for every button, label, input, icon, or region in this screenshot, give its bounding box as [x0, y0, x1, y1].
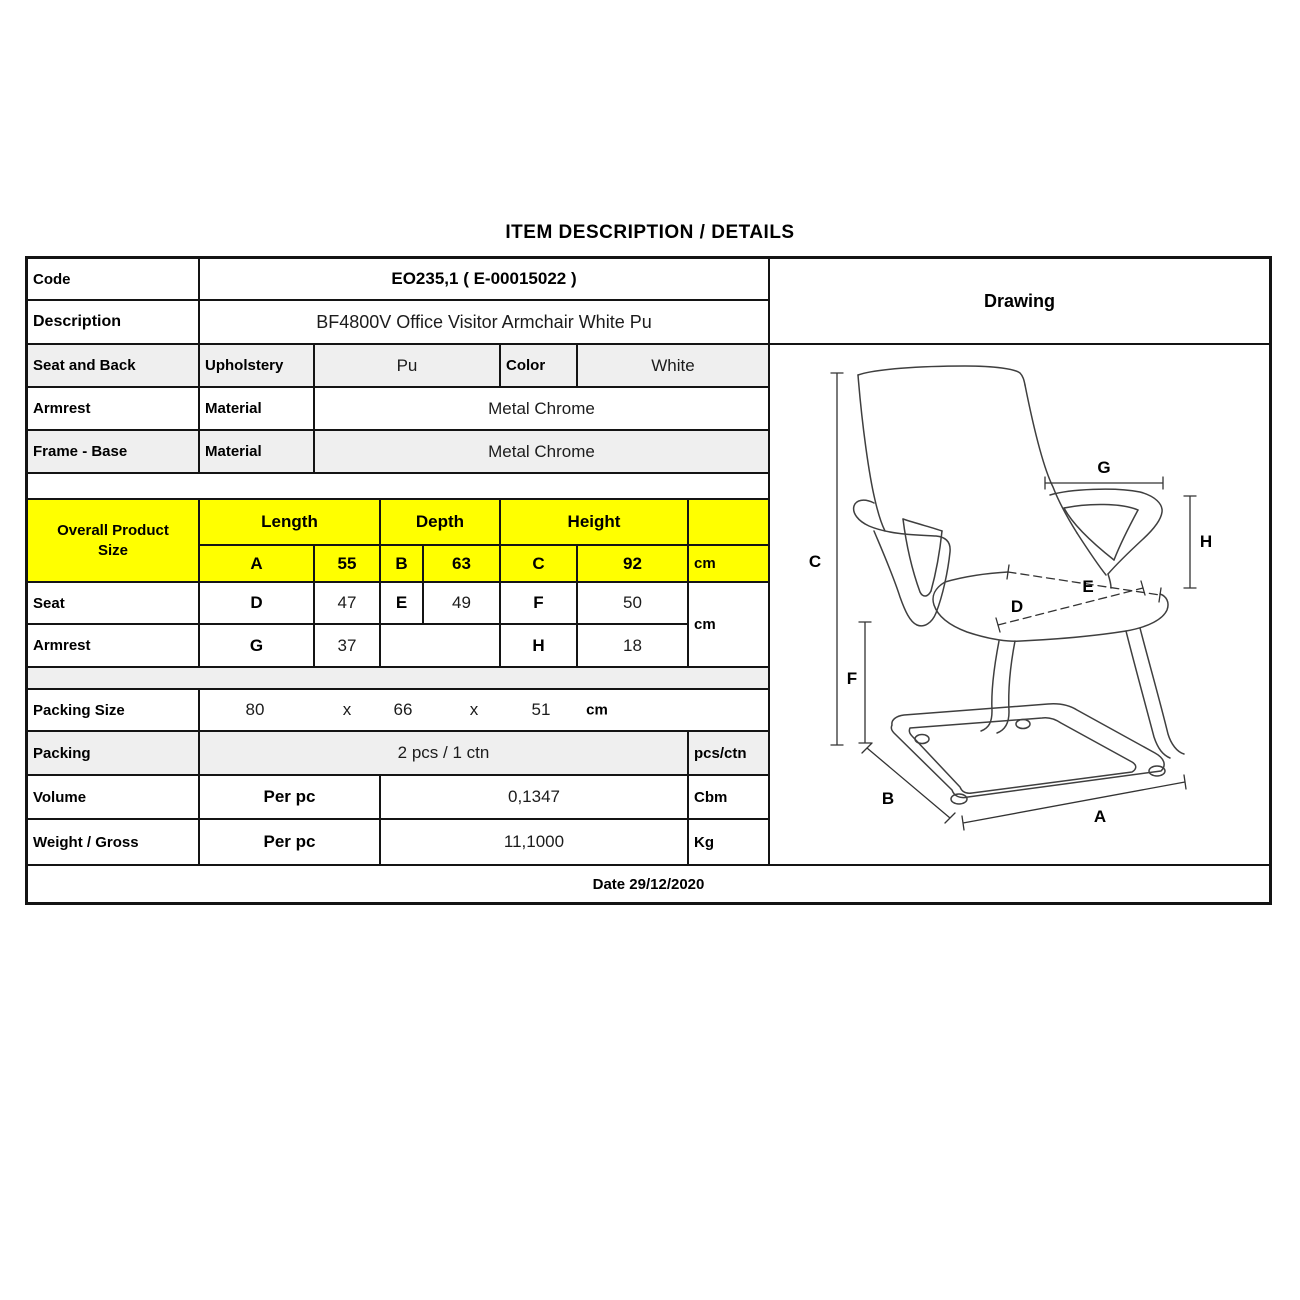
dim-label-a: A: [1093, 807, 1107, 826]
dim-b-key: B: [381, 546, 424, 583]
dimension-labels: [809, 458, 1212, 826]
packing-size-width: 66: [393, 700, 413, 719]
dim-e-key: E: [381, 583, 424, 625]
armrest-dims-empty: [381, 625, 501, 668]
packing-size-unit: cm: [586, 701, 608, 719]
packing-label: Packing: [28, 732, 200, 776]
dim-e-value: 49: [424, 583, 501, 625]
armrest-label: Armrest: [28, 388, 200, 431]
overall-size-unit-spacer: [689, 500, 770, 546]
armrest-dims-label: Armrest: [28, 625, 200, 668]
packing-value: 2 pcs / 1 ctn: [200, 732, 689, 776]
date-row: Date 29/12/2020: [28, 866, 1269, 902]
volume-unit: Cbm: [689, 776, 770, 820]
upholstery-value: Pu: [315, 345, 501, 388]
dim-b-value: 63: [424, 546, 501, 583]
overall-size-label: [28, 500, 200, 583]
overall-size-label-line2: Size: [97, 541, 128, 559]
description-label: Description: [28, 301, 200, 345]
weight-unit: Kg: [689, 820, 770, 866]
color-label: Color: [501, 345, 578, 388]
overall-size-label-line1: Overall Product: [57, 522, 169, 539]
code-value: EO235,1 ( E-00015022 ): [200, 259, 770, 301]
dim-d-value: 47: [315, 583, 381, 625]
dim-c-value: 92: [578, 546, 689, 583]
dim-g-key: G: [200, 625, 315, 668]
packing-size-label: Packing Size: [28, 690, 200, 732]
drawing-title: Drawing: [770, 259, 1269, 345]
height-header: Height: [501, 500, 689, 546]
drawing-panel: [770, 345, 1269, 866]
dim-h-key: H: [501, 625, 578, 668]
dim-label-e: E: [1082, 577, 1094, 596]
dim-label-f: F: [846, 669, 858, 688]
dim-a-key: A: [200, 546, 315, 583]
seat-dims-unit: cm: [689, 583, 770, 668]
seat-dims-label: Seat: [28, 583, 200, 625]
overall-size-unit: cm: [689, 546, 770, 583]
code-label: Code: [28, 259, 200, 301]
dim-f-key: F: [501, 583, 578, 625]
packing-size-values: [200, 690, 770, 732]
chair-technical-drawing: [770, 345, 1269, 864]
packing-size-length: 80: [245, 700, 265, 719]
packing-size-separator: x: [469, 700, 479, 719]
dim-label-c: C: [808, 552, 822, 571]
color-value: White: [578, 345, 770, 388]
weight-value: 11,1000: [381, 820, 689, 866]
weight-basis: Per pc: [200, 820, 381, 866]
spacer-row: [28, 474, 770, 500]
length-header: Length: [200, 500, 381, 546]
frame-base-material-label: Material: [200, 431, 315, 474]
upholstery-label: Upholstery: [200, 345, 315, 388]
chair-outline: [854, 366, 1184, 804]
seat-and-back-label: Seat and Back: [28, 345, 200, 388]
page-title: ITEM DESCRIPTION / DETAILS: [505, 222, 795, 243]
volume-value: 0,1347: [381, 776, 689, 820]
frame-base-material-value: Metal Chrome: [315, 431, 770, 474]
dim-f-value: 50: [578, 583, 689, 625]
dim-a-value: 55: [315, 546, 381, 583]
depth-header: Depth: [381, 500, 501, 546]
description-value: BF4800V Office Visitor Armchair White Pu: [200, 301, 770, 345]
volume-label: Volume: [28, 776, 200, 820]
dim-c-key: C: [501, 546, 578, 583]
dim-label-g: G: [1097, 458, 1111, 477]
dim-h-value: 18: [578, 625, 689, 668]
dim-label-h: H: [1199, 532, 1213, 551]
armrest-material-label: Material: [200, 388, 315, 431]
packing-size-separator: x: [342, 700, 352, 719]
volume-basis: Per pc: [200, 776, 381, 820]
spacer-row: [28, 668, 770, 690]
dim-label-b: B: [881, 789, 895, 808]
dim-label-d: D: [1010, 597, 1024, 616]
spec-table: [25, 256, 1272, 905]
dim-d-key: D: [200, 583, 315, 625]
frame-base-label: Frame - Base: [28, 431, 200, 474]
weight-label: Weight / Gross: [28, 820, 200, 866]
dim-g-value: 37: [315, 625, 381, 668]
packing-size-height: 51: [531, 700, 551, 719]
packing-unit: pcs/ctn: [689, 732, 770, 776]
armrest-material-value: Metal Chrome: [315, 388, 770, 431]
